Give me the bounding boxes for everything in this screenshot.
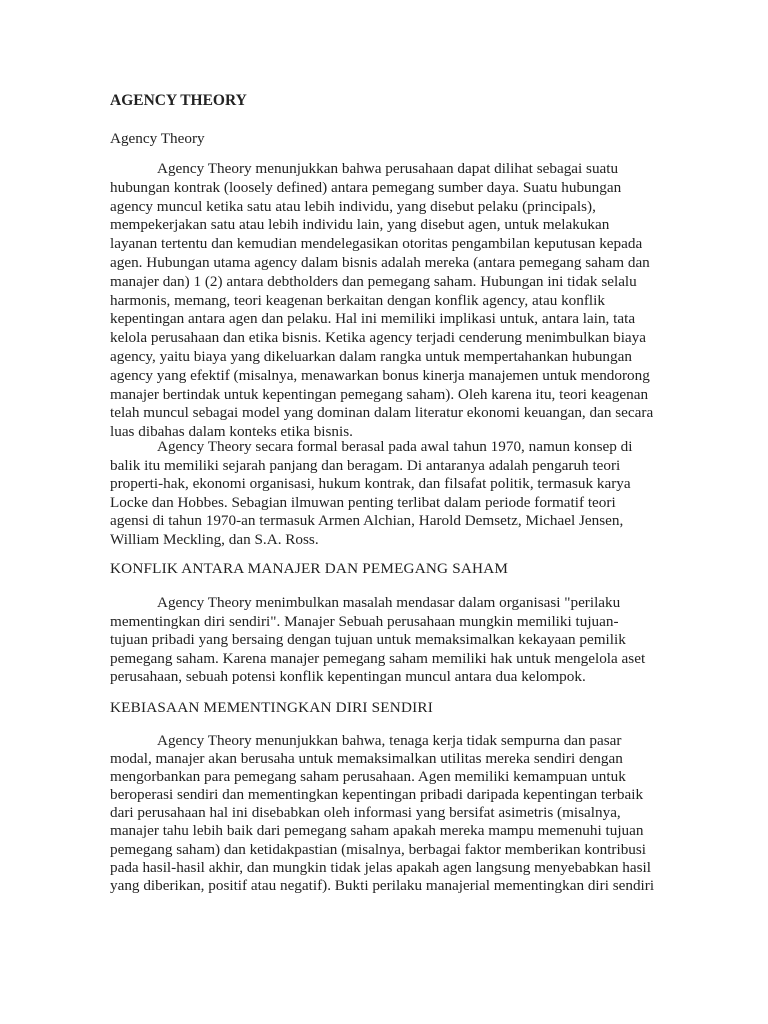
text-line: mementingkan diri sendiri". Manajer Sebuah perusahaan mungkin memiliki tujuan- [110,612,619,630]
text-line: mengorbankan para pemegang saham perusahaan. Agen memiliki kemampuan untuk [110,768,626,786]
paragraph-2 [110,438,670,550]
text-line: agen. Hubungan utama agency dalam bisnis adalah mereka (antara pemegang saham dan [110,253,650,271]
text-line: agency muncul ketika satu atau lebih individu, yang disebut pelaku (principals), [110,197,596,215]
text-line: harmonis, memang, teori keagenan berkaitan dengan konflik agency, atau konflik [110,291,605,309]
text-line: luas dibahas dalam konteks etika bisnis. [110,423,353,441]
text-line: mempekerjakan satu atau lebih individu lain, yang disebut agen, untuk melakukan [110,216,610,234]
text-line: dari perusahaan hal ini disebabkan oleh informasi yang bersifat asimetris (misalnya, [110,804,621,822]
text-line: telah muncul sebagai model yang dominan dalam literatur ekonomi keuangan, dan secara [110,404,654,422]
text-line: manajer bertindak untuk kepentingan pemegang saham). Oleh karena itu, teori keagenan [110,385,649,403]
text-line: pemegang saham. Karena manajer pemegang saham memiliki hak untuk mengelola aset [110,649,646,667]
text-line: beroperasi sendiri dan mementingkan kepentingan pribadi daripada kepentingan terbaik [110,786,644,804]
paragraph-3 [110,594,670,687]
text-line: tujuan pribadi yang bersaing dengan tujuan untuk memaksimalkan kekayaan pemilik [110,631,626,648]
text-line: William Meckling, dan S.A. Ross. [110,530,319,548]
text-line: layanan tertentu dan kemudian mendelegasikan otoritas pengambilan keputusan kepada [110,235,643,253]
text-line: agency yang efektif (misalnya, menawarkan bonus kinerja manajemen untuk mendorong [110,366,650,384]
text-line: manajer tahu lebih baik dari pemegang saham apakah mereka mampu memenuhi tujuan [110,822,644,840]
text-line: agency, yaitu biaya yang dikeluarkan dalam rangka untuk mempertahankan hubungan [110,347,632,365]
document-title: AGENCY THEORY [110,92,247,109]
text-line: pada hasil-hasil akhir, dan mungkin tidak jelas apakah agen langsung menyebabkan hasil [110,858,651,876]
text-line: agensi di tahun 1970-an termasuk Armen Alchian, Harold Demsetz, Michael Jensen, [110,512,624,530]
text-line: modal, manajer akan berusaha untuk memaksimalkan utilitas mereka sendiri dengan [110,750,623,768]
text-line: kelola perusahaan dan etika bisnis. Ketika agency terjadi cenderung menimbulkan biaya [110,329,647,347]
text-line: Agency Theory menimbulkan masalah mendasar dalam organisasi "perilaku [157,594,621,611]
text-line: properti-hak, ekonomi organisasi, hukum kontrak, dan filsafat politik, termasuk karya [110,475,631,493]
text-line: Agency Theory menunjukkan bahwa perusahaan dapat dilihat sebagai suatu [157,160,619,177]
heading-3-block [110,698,670,717]
heading-2-block [110,559,670,578]
document-title-block [110,91,670,110]
text-line: kepentingan antara agen dan pelaku. Hal ini memiliki implikasi untuk, antara lain, tata [110,310,636,328]
text-line: perusahaan, sebuah potensi konflik kepentingan muncul antara dua kelompok. [110,668,586,685]
paragraph-4 [110,732,670,895]
text-line: Locke dan Hobbes. Sebagian ilmuwan penting terlibat dalam periode formatif teori [110,493,616,511]
section-heading-kebiasaan: KEBIASAAN MEMENTINGKAN DIRI SENDIRI [110,699,433,716]
paragraph-1 [110,160,670,442]
document-subtitle: Agency Theory [110,130,205,147]
text-line: balik itu memiliki sejarah panjang dan beragam. Di antaranya adalah pengaruh teori [110,456,621,474]
text-line: hubungan kontrak (loosely defined) antara pemegang sumber daya. Suatu hubungan [110,178,622,196]
text-line: pemegang saham) dan ketidakpastian (misalnya, berbagai faktor memberikan kontribusi [110,840,647,858]
subtitle-block [110,129,670,148]
text-line: Agency Theory menunjukkan bahwa, tenaga kerja tidak sempurna dan pasar [157,732,622,749]
text-line: Agency Theory secara formal berasal pada awal tahun 1970, namun konsep di [157,438,633,455]
text-line: manajer dan) 1 (2) antara debtholders dan pemegang saham. Hubungan ini tidak selalu [110,272,637,290]
section-heading-konflik: KONFLIK ANTARA MANAJER DAN PEMEGANG SAHAM [110,560,509,577]
text-line: yang diberikan, positif atau negatif). Bukti perilaku manajerial mementingkan diri sendiri [110,876,655,894]
